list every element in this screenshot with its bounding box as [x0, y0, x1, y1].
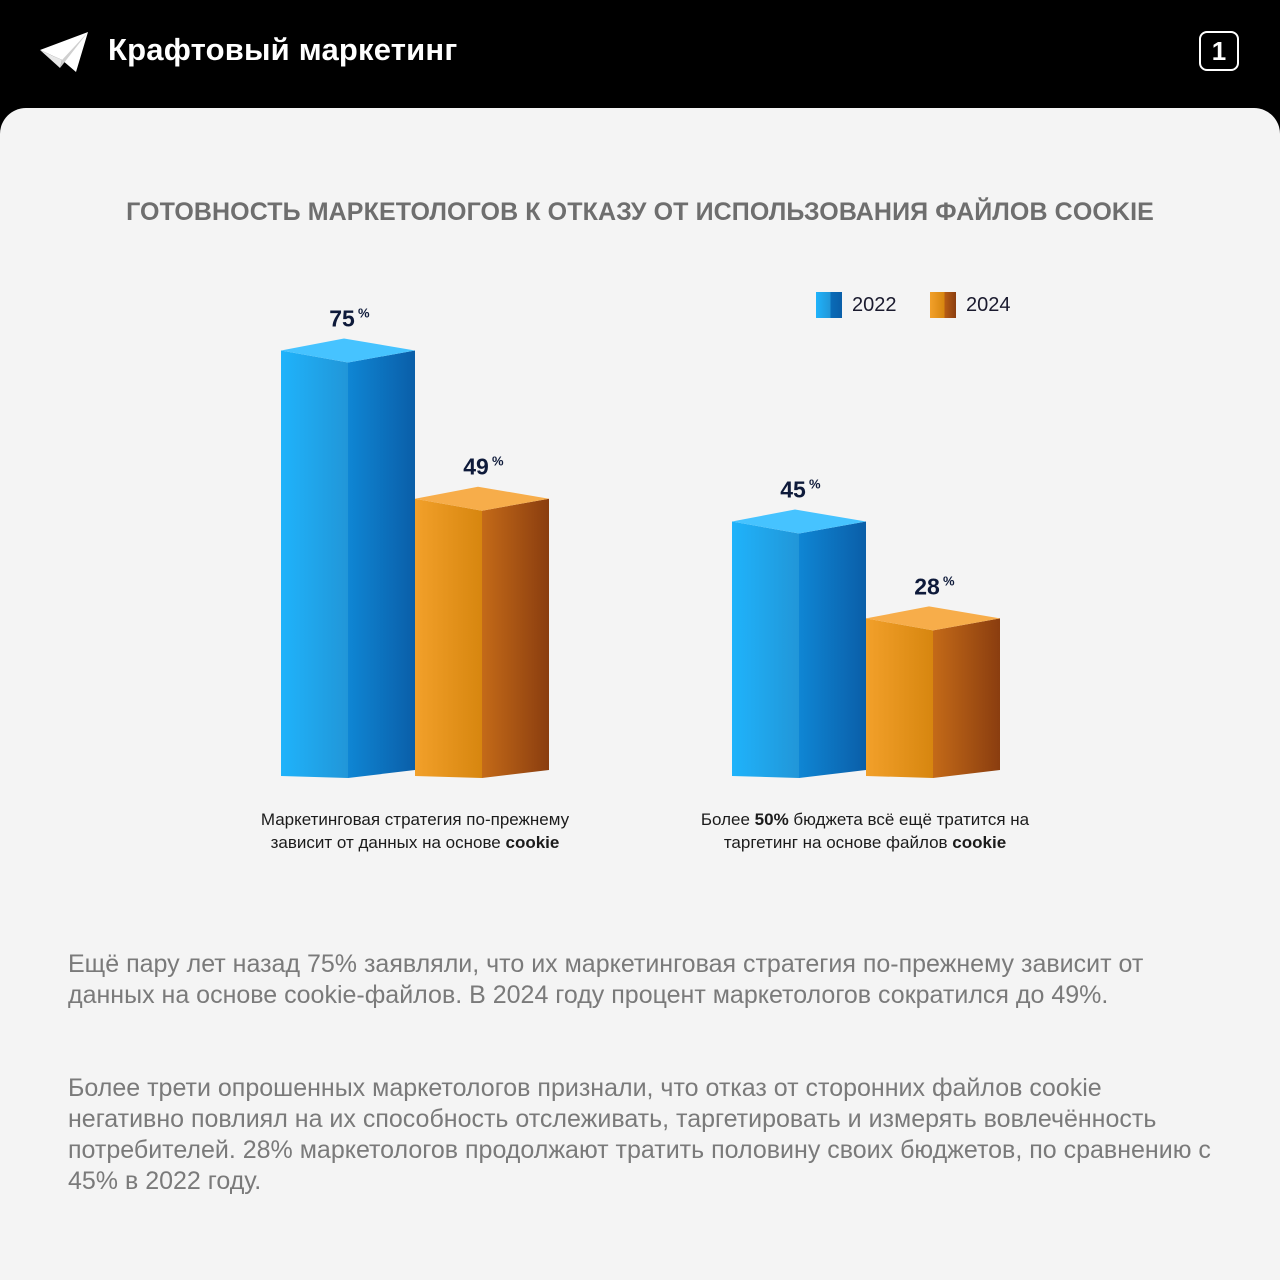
caption-line — [655, 808, 1075, 831]
caption-emphasis: cookie — [505, 833, 560, 852]
paragraph-2: Более трети опрошенных маркетологов признали, что отказ от сторонних файлов cookie негативно повлиял на их способность отслеживать, таргетировать и измерять вовлечённость потребителей. 28% маркетологов продолжают тратить половину своих бюджетов, по сравнению с 45% в 2022 году. — [68, 1074, 1211, 1195]
chart-title: ГОТОВНОСТЬ МАРКЕТОЛОГОВ К ОТКАЗУ ОТ ИСПОЛЬЗОВАНИЯ ФАЙЛОВ COOKIE — [126, 198, 1154, 226]
legend-item-2022 — [816, 292, 897, 318]
value-label: 49 — [463, 453, 489, 480]
bar-2022-cat1-front — [281, 351, 348, 779]
bar-2024-cat1-side — [482, 499, 549, 778]
caption-emphasis: 50% — [754, 810, 789, 829]
bar-2022-cat2-front — [732, 522, 799, 779]
caption-line — [205, 808, 625, 831]
brand-name: Крафтовый маркетинг — [108, 32, 458, 67]
caption-line — [205, 831, 625, 854]
bar-chart — [0, 270, 1280, 790]
legend-label-2024: 2024 — [966, 293, 1011, 316]
header-bar — [0, 0, 1280, 108]
paragraph-1: Ещё пару лет назад 75% заявляли, что их маркетинговая стратегия по-прежнему зависит от данных на основе cookie-файлов. В 2024 году процент маркетологов сократился до 49%. — [68, 950, 1144, 1009]
value-unit: % — [358, 305, 370, 321]
bar-2024-cat1-front — [415, 499, 482, 778]
value-label: 45 — [780, 476, 806, 503]
category-caption-2 — [655, 808, 1075, 854]
legend-swatch-2024 — [930, 292, 956, 318]
value-unit: % — [809, 476, 821, 492]
legend-swatch-2022 — [816, 292, 842, 318]
caption-text: Более — [700, 810, 755, 829]
bar-2024-cat2-front — [866, 618, 933, 778]
bar-2024-cat2-side — [933, 618, 1000, 778]
caption-text: Маркетинговая стратегия по-прежнему — [260, 810, 570, 829]
caption-emphasis: cookie — [952, 833, 1007, 852]
value-unit: % — [492, 453, 504, 469]
caption-text: таргетинг на основе файлов — [723, 833, 953, 852]
legend-label-2022: 2022 — [852, 293, 897, 316]
bar-2022-cat1-side — [348, 351, 415, 779]
value-label: 28 — [914, 573, 940, 600]
paper-plane-icon — [38, 30, 90, 74]
category-caption-1 — [205, 808, 625, 854]
bar-2022-cat2-side — [799, 522, 866, 779]
page-number-badge: 1 — [1199, 31, 1239, 71]
legend-item-2024 — [930, 292, 1011, 318]
value-label: 75 — [329, 305, 355, 332]
caption-text: зависит от данных на основе — [270, 833, 506, 852]
caption-line — [655, 831, 1075, 854]
value-unit: % — [943, 573, 955, 589]
caption-text: бюджета всё ещё тратится на — [788, 810, 1030, 829]
